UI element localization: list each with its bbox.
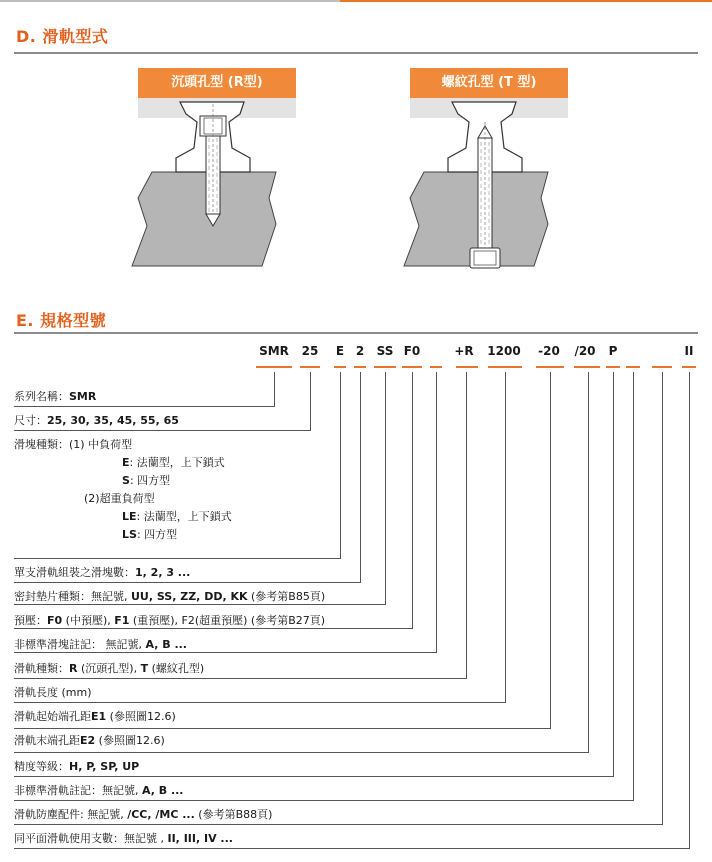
row-size-label: 尺寸：: [14, 414, 47, 427]
row-preload-f0: F0: [47, 614, 63, 627]
row-preload-f0-text: (中預壓),: [62, 614, 115, 627]
block-type-le-code: LE: [122, 510, 137, 523]
code-dash: [574, 366, 600, 368]
row-rail-length-line: [14, 702, 506, 703]
code-dash: [456, 366, 478, 368]
block-type-s: [122, 474, 170, 488]
row-preload: [14, 614, 325, 628]
row-series: [14, 390, 96, 404]
block-type-ls-text: : 四方型: [136, 528, 178, 541]
code-token: E: [335, 344, 345, 358]
row-block-type: 滑塊種類：(1) 中負荷型: [14, 438, 133, 451]
row-preload-label: 預壓：: [14, 614, 47, 627]
leader-e1: [550, 372, 551, 728]
row-rail-type-r: R: [69, 662, 78, 675]
leader-series: [274, 372, 275, 406]
code-token: 2: [355, 344, 365, 358]
row-seal-note: (參考第B85頁): [247, 590, 326, 603]
row-nonstd-block-label: 非標準滑塊註記： 無記號,: [14, 638, 146, 651]
code-token: P: [608, 344, 618, 358]
block-type-s-text: : 四方型: [129, 474, 171, 487]
row-e1-code: E1: [91, 710, 107, 723]
row-rail-type-t: T: [140, 662, 149, 675]
leader-nonstd-block: [436, 372, 437, 652]
leader-rail-length: [505, 372, 506, 702]
code-token: II: [684, 344, 694, 358]
row-series-label: 系列名稱：: [14, 390, 69, 403]
model-code-row: [0, 344, 712, 364]
code-dash: [606, 366, 620, 368]
code-dash: [300, 366, 320, 368]
row-block-count-label: 單支滑軌組裝之滑塊數：: [14, 566, 135, 579]
leader-seal: [385, 372, 386, 604]
block-type-ls-code: LS: [122, 528, 137, 541]
code-token: SS: [376, 344, 394, 358]
block-type-e-text: : 法蘭型，上下鎖式: [129, 456, 225, 469]
row-parallel-label: 同平面滑軌使用支數：無記號 ,: [14, 832, 168, 845]
row-preload-f1-text: (重預壓), F2(超重預壓) (參考第B27頁): [129, 614, 326, 627]
row-nonstd-rail-label: 非標準滑軌註記：無記號,: [14, 784, 142, 797]
code-token: 1200: [487, 344, 521, 358]
code-dash: [430, 366, 442, 368]
code-token: /20: [574, 344, 596, 358]
row-parallel-value: II, III, IV ...: [167, 832, 233, 845]
row-parallel-line: [14, 848, 690, 849]
block-type-s-code: S: [122, 474, 130, 487]
section-d-title: D. 滑軌型式: [16, 27, 109, 46]
row-size-line: [14, 430, 311, 431]
top-rule-orange: [340, 0, 712, 2]
r-type-diagram: [120, 98, 310, 268]
row-seal-value: UU, SS, ZZ, DD, KK: [131, 590, 248, 603]
code-dash: [334, 366, 346, 368]
row-size: [14, 414, 179, 428]
row-seal-line: [14, 604, 386, 605]
leader-accuracy: [613, 372, 614, 776]
row-nonstd-block: [14, 638, 187, 652]
code-dash: [682, 366, 696, 368]
row-rail-type: [14, 662, 204, 676]
section-e-title: E. 規格型號: [16, 311, 107, 330]
row-block-count: [14, 566, 190, 580]
row-series-value: SMR: [69, 390, 97, 403]
row-dust-label: 滑軌防塵配件: 無記號,: [14, 808, 128, 821]
row-e1-line: [14, 728, 551, 729]
row-dust-value: /CC, /MC ...: [127, 808, 195, 821]
row-e1: [14, 710, 176, 724]
leader-block-count: [360, 372, 361, 582]
leader-rail-type: [466, 372, 467, 678]
row-rail-type-r-text: (沉頭孔型),: [77, 662, 141, 675]
section-e-rule: [14, 332, 698, 334]
top-rule-gray: [0, 0, 340, 2]
row-dust-line: [14, 824, 663, 825]
block-type-e-code: E: [122, 456, 130, 469]
row-preload-f1: F1: [114, 614, 130, 627]
row-nonstd-block-line: [14, 652, 437, 653]
row-size-value: 25, 30, 35, 45, 55, 65: [47, 414, 179, 427]
code-dash: [402, 366, 422, 368]
leader-parallel: [689, 372, 690, 848]
block-type-le-text: : 法蘭型，上下鎖式: [136, 510, 232, 523]
row-nonstd-rail-value: A, B ...: [142, 784, 184, 797]
row-nonstd-rail-line: [14, 800, 634, 801]
row-rail-length: 滑軌長度 (mm): [14, 686, 92, 699]
code-dash: [626, 366, 640, 368]
row-e1-note: (參照圖12.6): [106, 710, 176, 723]
row-rail-type-label: 滑軌種類：: [14, 662, 69, 675]
code-token: F0: [403, 344, 421, 358]
code-dash: [652, 366, 672, 368]
row-parallel: [14, 832, 233, 846]
row-nonstd-rail: [14, 784, 183, 798]
panel-t-label: 螺紋孔型 (T 型): [410, 68, 568, 98]
code-dash: [354, 366, 366, 368]
row-seal: [14, 590, 325, 604]
row-e2-line: [14, 752, 589, 753]
row-accuracy-label: 精度等級：: [14, 760, 69, 773]
row-series-line: [14, 406, 275, 407]
row-preload-line: [14, 628, 413, 629]
leader-size: [310, 372, 311, 430]
row-rail-type-line: [14, 678, 467, 679]
panel-r-label: 沉頭孔型 (R型): [138, 68, 296, 98]
block-type-e: [122, 456, 225, 470]
row-dust: [14, 808, 272, 822]
leader-preload: [412, 372, 413, 628]
code-token: 25: [301, 344, 319, 358]
row-block-count-line: [14, 582, 361, 583]
row-e2-label: 滑軌末端孔距: [14, 734, 80, 747]
row-accuracy-value: H, P, SP, UP: [69, 760, 140, 773]
row-rail-type-t-text: (螺紋孔型): [148, 662, 205, 675]
row-accuracy-line: [14, 776, 614, 777]
code-token: +R: [454, 344, 474, 358]
row-dust-note: (參考第B88頁): [194, 808, 273, 821]
row-accuracy: [14, 760, 139, 774]
block-type-heavy: (2)超重負荷型: [84, 492, 155, 505]
code-token: SMR: [259, 344, 289, 358]
block-type-le: [122, 510, 232, 524]
leader-e2: [588, 372, 589, 752]
code-dash: [256, 366, 292, 368]
leader-dust: [662, 372, 663, 824]
row-e1-label: 滑軌起始端孔距: [14, 710, 91, 723]
t-type-diagram: [392, 98, 582, 274]
row-e2-code: E2: [80, 734, 96, 747]
row-e2: [14, 734, 165, 748]
code-dash: [374, 366, 396, 368]
block-type-ls: [122, 528, 177, 542]
row-block-type-line: [14, 558, 341, 559]
row-e2-note: (參照圖12.6): [95, 734, 165, 747]
leader-block-type: [340, 372, 341, 558]
code-dash: [536, 366, 564, 368]
row-nonstd-block-value: A, B ...: [145, 638, 187, 651]
section-d-rule: [14, 52, 698, 54]
code-token: -20: [538, 344, 560, 358]
leader-nonstd-rail: [633, 372, 634, 800]
row-seal-label: 密封墊片種類：無記號,: [14, 590, 131, 603]
row-block-count-value: 1, 2, 3 ...: [135, 566, 191, 579]
code-dash: [488, 366, 522, 368]
